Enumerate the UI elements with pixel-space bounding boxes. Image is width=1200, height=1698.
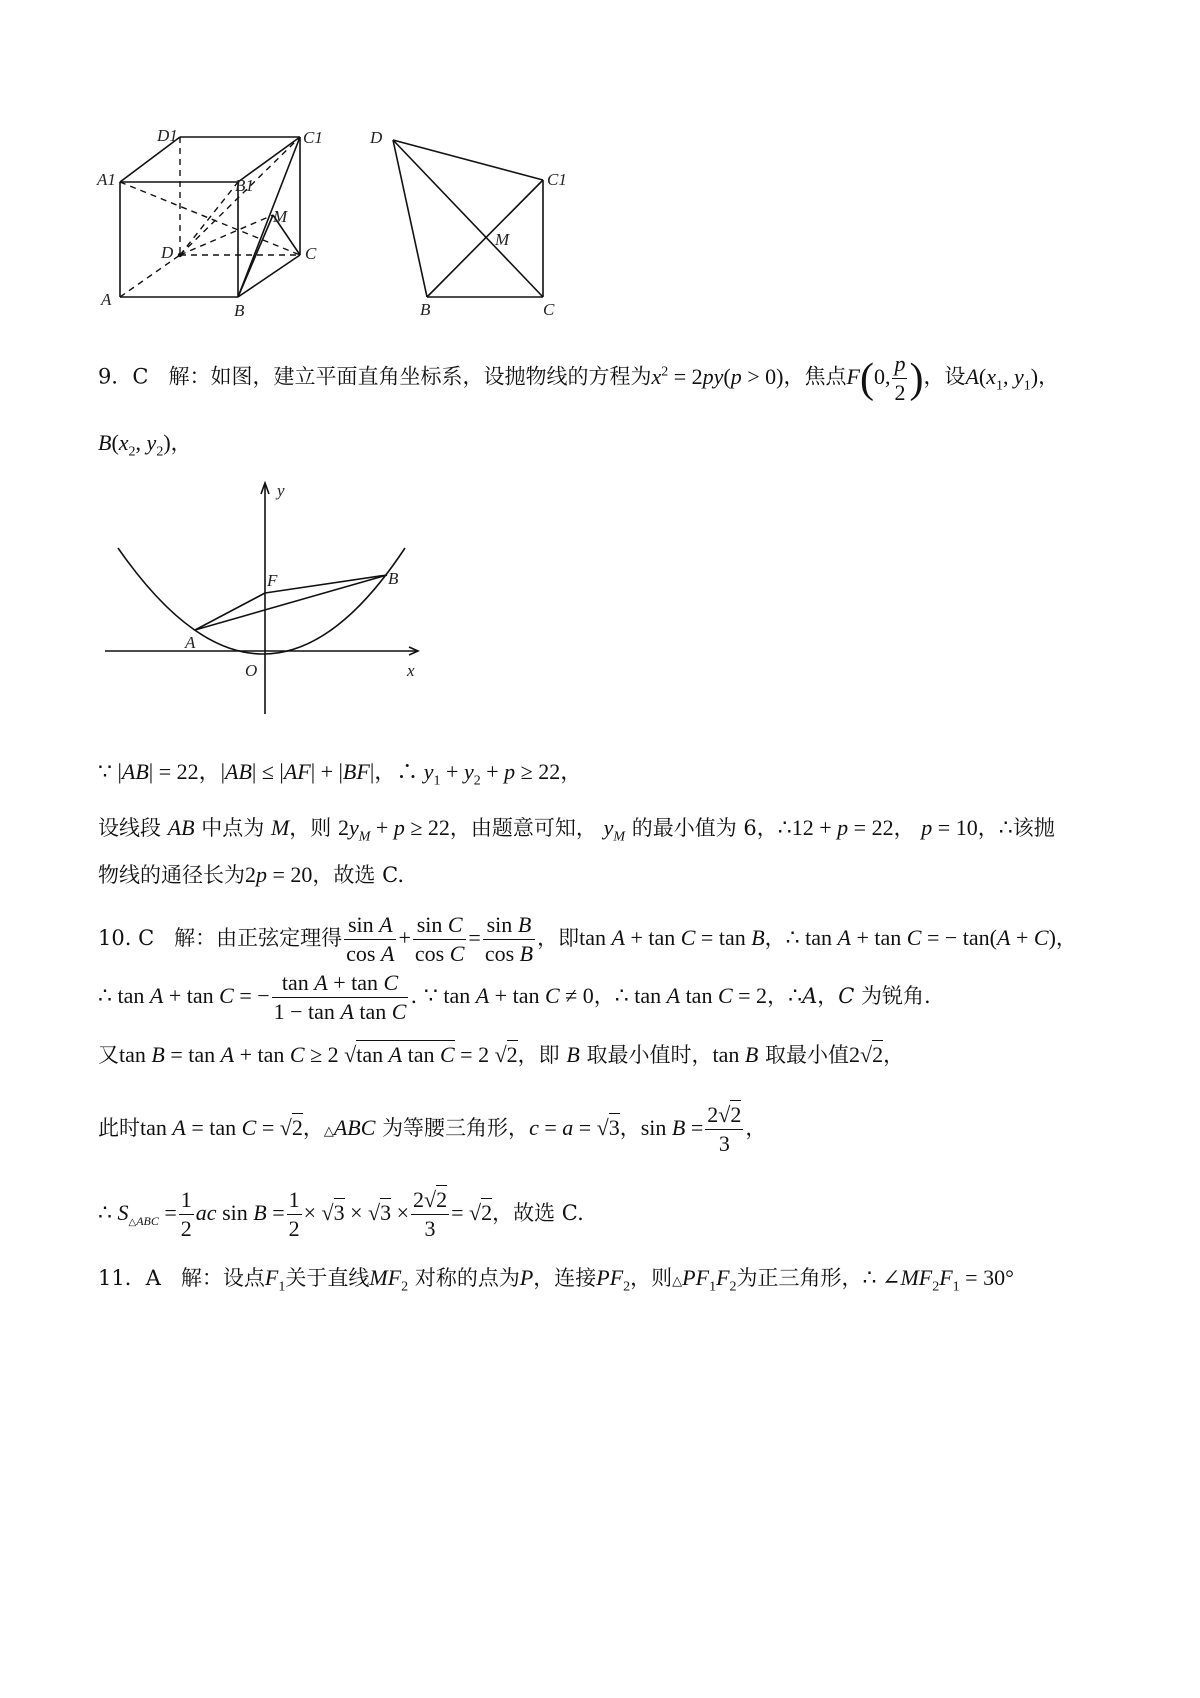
q10-l3b: ，即 xyxy=(517,1043,560,1067)
q9-line4-g: ， xyxy=(977,816,999,840)
q11-t2: 对称的点为 xyxy=(414,1266,520,1290)
q9-text4: ， xyxy=(1038,364,1060,389)
plane-label-C1: C1 xyxy=(547,170,567,189)
q10-l3d: 取最小值时， xyxy=(586,1043,713,1067)
q10-l4e: ， xyxy=(745,1116,767,1140)
q10-t1: ，即 xyxy=(537,926,580,950)
q10-l4a: 此时 xyxy=(98,1116,140,1140)
q10-number: 10. C xyxy=(98,926,155,950)
plane-label-M: M xyxy=(495,230,510,249)
plane-label-D: D xyxy=(370,128,383,147)
cube-figure xyxy=(95,125,335,320)
q9-line-4: 设线段 AB 中点为 M，则 $2y_M + p \ge 22$，由题意可知， $y_M$ 的最小值为 6，∴12 + p = 22， p = 10，∴该抛 xyxy=(98,815,1055,845)
q9-line4-h: 该抛 xyxy=(1012,816,1055,840)
q9-line4-c: ，则 xyxy=(289,816,332,840)
q9-text3: ，设 xyxy=(923,364,966,389)
q9-line4-d: ，由题意可知， xyxy=(449,816,597,840)
parabola-label-O: O xyxy=(245,661,258,680)
q10-line-2: ∴ tan A + tan C = − $\frac{\text{tan A + tan C}}{\text{1 − tan A tan C}}$ . ∵ tan A + tan C ≠ 0，∴ tan A tan C = 2，∴A，C 为锐角. xyxy=(98,970,931,1025)
q10-line-1: 10. C 解：由正弦定理得 $\frac{\text{sin A}}{\text{cos A}}$ + $\frac{\text{sin C}}{\text{cos C}}$ = $\frac{\text{sin B}}{\text{cos B}}$ ，即tan A + tan C = tan B，∴ tan A + tan C = − tan(A + C)， xyxy=(98,912,1077,967)
q9-line5-a: 物线的通径长为 xyxy=(98,863,245,887)
q9-line-2: $B(x_2$, $y_2$)， xyxy=(98,430,192,460)
q10-line-4: 此时tan A = tan C = √2，△ABC 为等腰三角形，c = a = √3，sin B = $\frac{2√2}{3}$ ， xyxy=(98,1102,767,1157)
q9-text1: 如图，建立平面直角坐标系，设抛物线的方程为 xyxy=(210,364,652,389)
cube-label-B: B xyxy=(234,301,245,320)
q10-l2b: ， xyxy=(593,984,615,1008)
q10-line-5: ∴ $S_{\triangle ABC}$ = $\frac{1}{2}$ ac sin B = $\frac{1}{2}$ × √3 × √3 × $\frac{2√2}{3}$ = √2，故选 C. xyxy=(98,1187,584,1242)
q10-l2g: 为锐角. xyxy=(861,984,931,1008)
q10-l2c: ， xyxy=(767,984,789,1008)
cube-label-B1: B1 xyxy=(235,176,254,195)
q10-l4c: 为等腰三角形， xyxy=(382,1116,530,1140)
q9-line-1: 9．C 解：如图，建立平面直角坐标系，设抛物线的方程为$x^2 = 2py(p > 0)$，焦点F(0, $\frac{p}{2}$ )，设$A(x_1$, $y_1$)， xyxy=(98,351,1060,405)
q9-line3-sep-2: ， xyxy=(374,759,397,784)
cube-label-M: M xyxy=(273,207,288,226)
q10-l3a: 又 xyxy=(98,1043,119,1067)
q10-l2d: A xyxy=(802,984,818,1008)
q10-jie: 解：由正弦定理得 xyxy=(174,926,343,950)
plane-figure xyxy=(365,125,575,320)
q10-l3c: B xyxy=(566,1042,580,1067)
parabola-label-A: A xyxy=(185,633,196,652)
q9-line3-sep-3: ， xyxy=(560,759,583,784)
parabola-label-F: F xyxy=(267,571,278,590)
q9-line4-e: 的最小值为 6， xyxy=(631,816,778,840)
q10-l5a: ，故选 C. xyxy=(492,1201,584,1225)
q10-t2: ， xyxy=(764,926,786,950)
q9-text4b: ， xyxy=(170,431,192,455)
q9-jie: 解： xyxy=(168,364,211,389)
q9-line4-f: ， xyxy=(893,816,915,840)
q9-number: 9．C xyxy=(98,364,149,389)
q9-line5-b: ，故选 C. xyxy=(312,863,405,887)
q10-line-3: 又tan B = tan A + tan C ≥ 2 √tan A tan C = 2 √2，即 B 取最小值时，tan B 取最小值2√2， xyxy=(98,1042,905,1067)
cube-label-C1: C1 xyxy=(303,128,323,147)
q11-t3: ，连接 xyxy=(533,1266,597,1290)
q9-line4-b: 中点为 xyxy=(201,816,265,840)
parabola-label-y: y xyxy=(277,481,285,500)
q9-line4-a: 设线段 xyxy=(98,816,161,840)
q10-t3: ， xyxy=(1055,926,1077,950)
q9-line3-sep-1: ， xyxy=(198,759,221,784)
cube-label-A1: A1 xyxy=(97,170,116,189)
q10-l2a: . xyxy=(410,984,418,1008)
plane-label-C: C xyxy=(543,300,555,319)
q11-jie: 解：设点 xyxy=(180,1266,265,1290)
q9-line-3: ∵ |AB| = 22，|AB| ≤ |AF| + |BF|，∴ $y_1 + y_2 + p \ge 22$， xyxy=(98,759,583,789)
plane-label-B: B xyxy=(420,300,431,319)
q10-l3f: ， xyxy=(883,1043,905,1067)
cube-label-D1: D1 xyxy=(157,126,178,145)
q11-t1: 关于直线 xyxy=(285,1266,370,1290)
q11-t4: ，则 xyxy=(630,1266,673,1290)
parabola-label-x: x xyxy=(407,661,415,680)
q10-l4b: ， xyxy=(302,1116,324,1140)
q11-number: 11．A xyxy=(98,1266,161,1290)
parabola-figure xyxy=(105,478,435,718)
cube-label-C: C xyxy=(305,244,317,263)
q9-text2: ，焦点 xyxy=(783,364,847,389)
cube-label-A: A xyxy=(101,290,112,309)
q10-l2f: C xyxy=(838,984,855,1008)
parabola-label-B: B xyxy=(388,569,399,588)
q10-l3e: 取最小值 xyxy=(765,1043,849,1067)
q10-l4d: ， xyxy=(619,1116,641,1140)
cube-label-D: D xyxy=(161,243,174,262)
q11-line-1: 11．A 解：设点$F_1$关于直线$MF_2$ 对称的点为P，连接$PF_2$，则$\triangle PF_1F_2$为正三角形，∴ $\angle MF_2F_1 = 30^\circ$ xyxy=(98,1265,1014,1295)
q9-line-5: 物线的通径长为2p = 20，故选 C. xyxy=(98,862,405,887)
q10-l2e: ， xyxy=(817,984,839,1008)
q11-t5: 为正三角形， xyxy=(736,1266,863,1290)
